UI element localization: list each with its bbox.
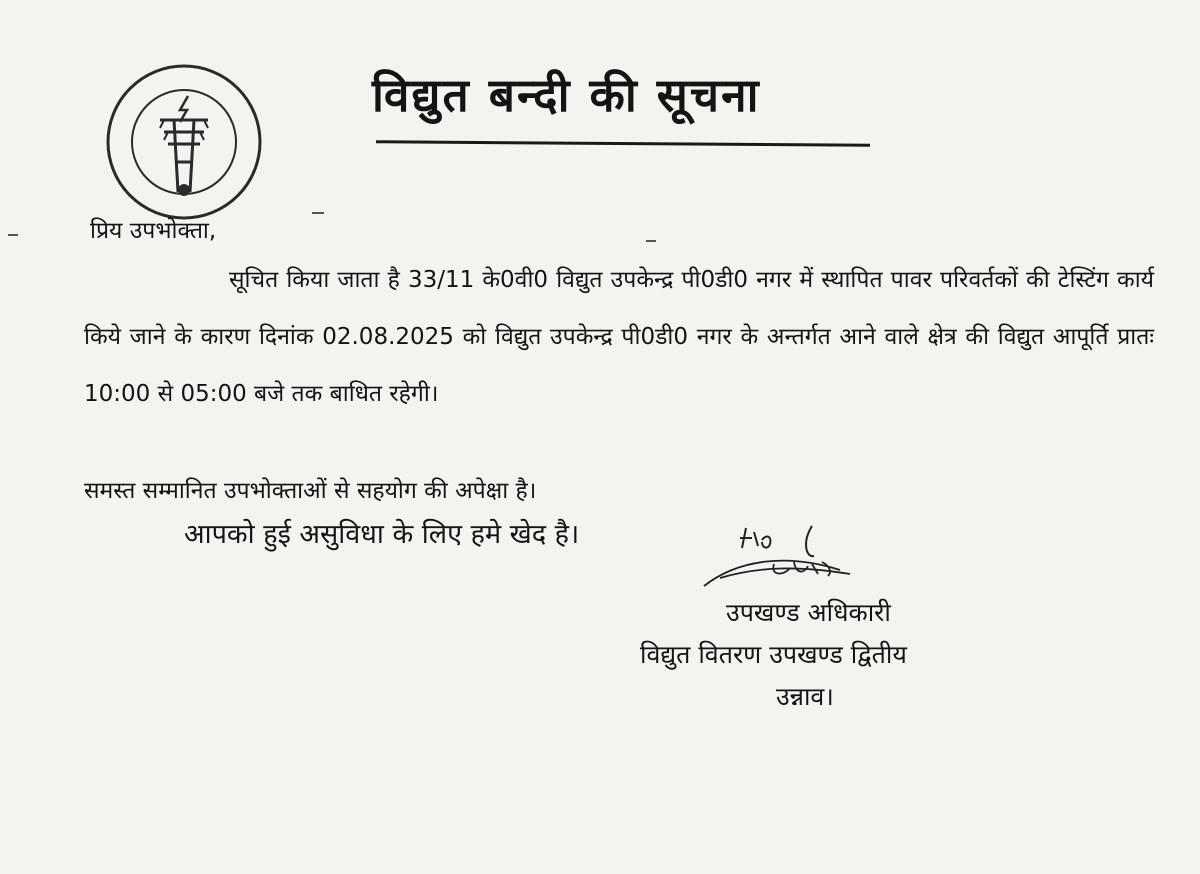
- salutation: प्रिय उपभोक्ता,: [90, 218, 217, 244]
- corporation-emblem-logo: [104, 62, 264, 222]
- stray-mark: [646, 240, 656, 242]
- officer-signature: [700, 518, 870, 598]
- regret-statement: आपको हुई असुविधा के लिए हमे खेद है।: [184, 519, 580, 550]
- stray-mark: [8, 234, 18, 236]
- notice-title: विद्युत बन्दी की सूचना: [372, 68, 761, 122]
- stray-mark: [312, 212, 324, 214]
- office-name: विद्युत वितरण उपखण्ड द्वितीय: [640, 640, 907, 669]
- cooperation-appeal: समस्त सम्मानित उपभोक्ताओं से सहयोग की अपेक्षा है।: [84, 478, 537, 504]
- office-place: उन्नाव।: [776, 682, 834, 711]
- officer-designation: उपखण्ड अधिकारी: [726, 598, 891, 627]
- notice-body-paragraph: सूचित किया जाता है 33/11 के0वी0 विद्युत उपकेन्द्र पी0डी0 नगर में स्थापित पावर परिवर्तकों की टेस्टिंग कार्य किये जाने के कारण दिनांक 02.08.2025 को विद्युत उपकेन्द्र पी0डी0 नगर के अन्तर्गत आने वाले क्षेत्र की विद्युत आपूर्ति प्रातः 10:00 से 05:00 बजे तक बाधित रहेगी।: [84, 267, 1154, 407]
- title-underline: [376, 140, 870, 146]
